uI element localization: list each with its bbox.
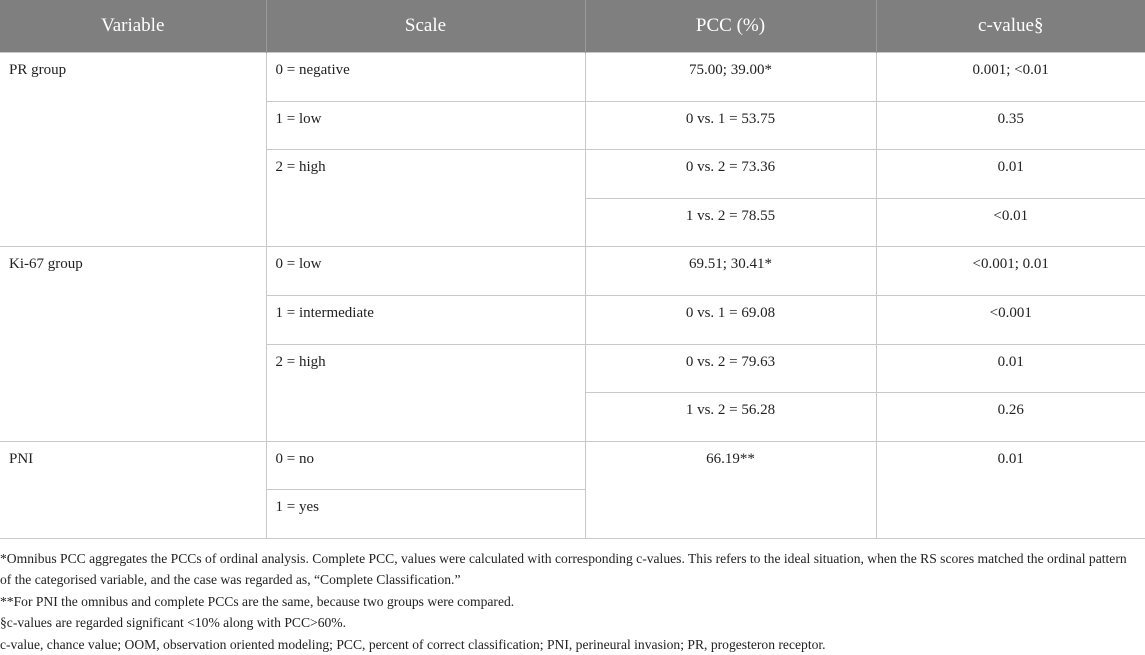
header-pcc: PCC (%) [585,0,876,53]
scale-cell: 1 = yes [266,490,585,539]
pcc-cell: 75.00; 39.00* [585,53,876,102]
c-value-cell: 0.26 [876,393,1145,442]
footnote: *Omnibus PCC aggregates the PCCs of ordinal analysis. Complete PCC, values were calculated with corresponding c-values. This refers to the ideal situation, when the RS scores matched the ordinal pattern of the categorised variable, and the case was regarded as, “Complete Classification.” [0,550,1127,588]
pcc-cell: 69.51; 30.41* [585,247,876,296]
pcc-cell: 1 vs. 2 = 56.28 [585,393,876,442]
pcc-cell: 0 vs. 1 = 53.75 [585,101,876,150]
pcc-cell: 0 vs. 2 = 73.36 [585,150,876,199]
header-scale: Scale [266,0,585,53]
variable-cell: PR group [0,53,266,247]
scale-cell: 0 = low [266,247,585,296]
table-row [0,247,1145,296]
c-value-cell: <0.01 [876,198,1145,247]
variable-cell: PNI [0,441,266,538]
table-row [0,53,1145,102]
pcc-cell: 0 vs. 2 = 79.63 [585,344,876,393]
pcc-cell: 1 vs. 2 = 78.55 [585,198,876,247]
footnote: **For PNI the omnibus and complete PCCs are the same, because two groups were compared. [0,593,515,609]
scale-cell: 2 = high [266,344,585,441]
table-row [0,441,1145,490]
c-value-cell: <0.001 [876,295,1145,344]
scale-cell: 1 = low [266,101,585,150]
scale-cell: 2 = high [266,150,585,247]
scale-cell: 0 = no [266,441,585,490]
pcc-cell: 66.19** [585,441,876,538]
header-row [0,0,1145,53]
c-value-cell: 0.01 [876,441,1145,538]
c-value-cell: 0.001; <0.01 [876,53,1145,102]
c-value-cell: 0.01 [876,150,1145,199]
c-value-cell: 0.35 [876,101,1145,150]
variable-cell: Ki-67 group [0,247,266,441]
footnote: c-value, chance value; OOM, observation oriented modeling; PCC, percent of correct classification; PNI, perineural invasion; PR, progesteron receptor. [0,636,826,652]
c-value-cell: <0.001; 0.01 [876,247,1145,296]
header-c-value: c-value§ [876,0,1145,53]
table-footnotes [0,539,1145,655]
c-value-cell: 0.01 [876,344,1145,393]
footnote: §c-values are regarded significant <10% along with PCC>60%. [0,615,347,631]
scale-cell: 1 = intermediate [266,295,585,344]
header-variable: Variable [0,0,266,53]
scale-cell: 0 = negative [266,53,585,102]
pcc-cell: 0 vs. 1 = 69.08 [585,295,876,344]
